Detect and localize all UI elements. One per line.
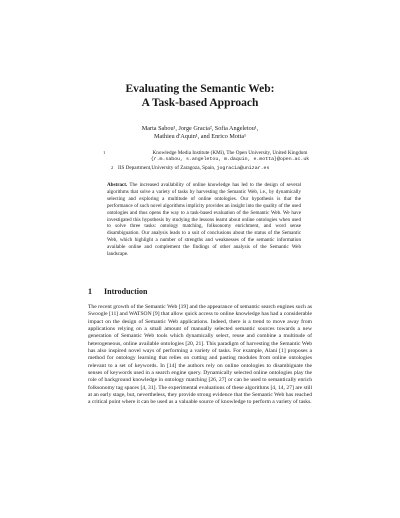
affiliation-text: Knowledge Media Institute (KMi), The Open University, United Kingdom — [152, 150, 308, 156]
affiliation-email: {r.m.sabou, s.angeletou, m.daquin, e.motta}@open.ac.uk — [150, 156, 310, 162]
authors-line-1: Marta Sabou¹, Jorge Gracia², Sofia Angeletou¹, — [141, 125, 259, 132]
paper-title-line-1: Evaluating the Semantic Web: — [125, 83, 275, 95]
abstract — [107, 182, 301, 258]
section-number: 1 — [88, 287, 92, 296]
abstract-text: The increased availability of online knowledge has led to the design of several algorithms that solve a variety of tasks by harvesting the Semantic Web, i.e., by dynamically selecting and exploring a multitude of online ontologies. Our hypothesis is that the performance of such novel algorithms implicity provides an insight into the quality of the used ontologies and thus opens the way to a task-based evaluation of the Semantic Web. We have investigated this hypothesis by studying the lessons learnt about online ontologies when used to solve three tasks: ontology matching, folksonomy enrichment, and word sense disambiguation. Our analysis leads to a suit of conclusions about the status of the Semantic Web, which highlight a number of strengths and weaknesses of the semantic information available online and complement the findings of other analysis of the Semantic Web landscape. — [107, 182, 301, 258]
intro-paragraph: The recent growth of the Semantic Web [19] and the appearance of semantic search engines such as Swoogle [11] and WATSON [9] that allow quick access to online knowledge has had a considerable impact on the design of Semantic Web applications. Indeed, there is a trend to move away from applications relying on a small amount of manually selected semantic sources towards a new generation of Semantic Web tools which dynamically select, reuse and combine a multitude of heterogeneous, online available ontologies [20, 21]. This paradigm of harvesting the Semantic Web has also inspired novel ways of performing a variety of tasks. For example, Alani [1] proposes a method for ontology learning that relies on cutting and pasting modules from online ontologies relevant to a set of keywords. In [14] the authors rely on online ontologies to disambiguate the senses of keywords used in a search engine query. Dynamically selected online ontologies play the role of background knowledge in ontology matching [26, 27] or can be used to semantically enrich folksonomy tag spaces [4, 31]. The experimental evaluations of these algorithms [4, 14, 27] are still at an early stage, but, nevertheless, they provide strong evidence that the Semantic Web has reached a critical point where it can be used as a valuable source of knowledge to perform a variety of tasks. — [88, 304, 312, 406]
affiliation-text: IIS Department,University of Zaragoza, Spain, — [118, 165, 216, 171]
affiliation-2 — [111, 165, 354, 173]
abstract-label: Abstract. — [107, 182, 128, 188]
affiliation-1 — [103, 150, 350, 164]
affiliation-number: 2 — [111, 165, 114, 170]
affiliation-number: 1 — [103, 150, 106, 155]
section-title: Introduction — [104, 287, 148, 296]
affiliation-email: jogracia@unizar.es — [216, 166, 270, 171]
section-heading — [88, 287, 147, 297]
authors-line-2: Mathieu d'Aquin¹, and Enrico Motta¹ — [154, 133, 246, 140]
paper-title-line-2: A Task-based Approach — [141, 97, 259, 109]
